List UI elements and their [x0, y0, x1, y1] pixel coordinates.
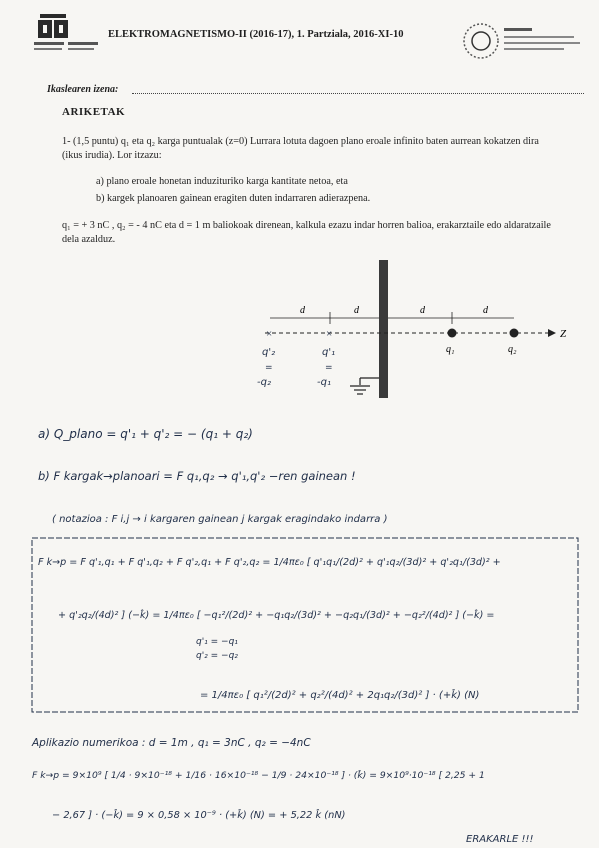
student-name-label: Ikaslearen izena: — [47, 84, 119, 95]
image-charge-1-label: q'₁ — [322, 347, 336, 358]
conducting-plane — [379, 260, 388, 398]
section-title: ARIKETAK — [62, 106, 126, 118]
answer-a: a) Q_plano = q'₁ + q'₂ = − (q₁ + q₂) — [38, 427, 253, 441]
image-charge-1-mark: × — [326, 328, 333, 340]
distance-label-2: d — [354, 305, 359, 316]
exam-header-title: ELEKTROMAGNETISMO-II (2016-17), 1. Partziala, 2016-XI-10 — [108, 29, 404, 40]
charge-q2 — [510, 329, 519, 338]
answer-b: b) F kargak→planoari = F q₁,q₂ → q'₁,q'₂ −ren gainean ! — [38, 469, 356, 483]
distance-label-3: d — [420, 305, 425, 316]
q2-label: q₂ — [508, 344, 517, 355]
numeric-line-2: − 2,67 ] · (−k̂) = 9 × 0,58 × 10⁻⁹ · (+k̂) (N) = + 5,22 k̂ (nN) — [52, 810, 346, 821]
numeric-application-heading: Aplikazio numerikoa : d = 1m , q₁ = 3nC , q₂ = −4nC — [32, 737, 311, 749]
formula-line-1: F k→p = F q'₁,q₁ + F q'₁,q₂ + F q'₂,q₁ + F q'₂,q₂ = 1/4πε₀ [ q'₁q₁/(2d)² + q'₁q₂/(3d)² + q'₂q₁/(3d)² + — [38, 557, 501, 568]
eq-mark-1: = — [325, 363, 333, 373]
formula-sub-1: q'₁ = −q₁ — [196, 637, 238, 647]
neg-q2-label: -q₂ — [257, 377, 271, 388]
image-charge-2-mark: × — [266, 328, 273, 340]
eq-mark-2: = — [265, 363, 273, 373]
attractive-conclusion: ERAKARLE !!! — [466, 834, 534, 845]
problem-item-b: b) kargek planoaren gainean eragiten duten indarraren adierazpena. — [96, 193, 371, 204]
image-charge-2-label: q'₂ — [262, 347, 276, 358]
formula-line-3: = 1/4πε₀ [ q₁²/(2d)² + q₂²/(4d)² + 2q₁q₂/(3d)² ] · (+k̂) (N) — [200, 690, 480, 701]
ground-icon — [350, 378, 379, 394]
neg-q1-label: -q₁ — [317, 377, 331, 388]
distance-label-4: d — [483, 305, 488, 316]
axis-label: Z — [560, 328, 567, 340]
charge-q1 — [448, 329, 457, 338]
notation-note: ( notazioa : F i,j → i kargaren gainean j kargak eragindako indarra ) — [52, 514, 388, 525]
problem-intro: 1- (1,5 puntu) q₁ eta q₂ karga puntualak (z=0) Lurrara lotuta dagoen plano eroale infinito baten aurrean kokatzen dira (ikus irudia). Lor itzazu: — [62, 136, 539, 161]
problem-data: q₁ = + 3 nC , q₂ = - 4 nC eta d = 1 m baliokoak direnean, kalkula ezazu indar horren balioa, erakarztaile edo aldaratzaile dela azalduz. — [62, 220, 551, 245]
formula-sub-2: q'₂ = −q₂ — [196, 651, 238, 661]
problem-item-a: a) plano eroale honetan induzituriko karga kantitate netoa, eta — [96, 176, 348, 187]
q1-label: q₁ — [446, 344, 455, 355]
numeric-line-1: F k→p = 9×10⁹ [ 1/4 · 9×10⁻¹⁸ + 1/16 · 16×10⁻¹⁸ − 1/9 · 24×10⁻¹⁸ ] · (k̂) = 9×10⁹·10⁻¹⁸ [ 2,25 + 1 — [32, 770, 485, 781]
axis-arrow-icon — [548, 329, 556, 337]
formula-line-2: + q'₂q₂/(4d)² ] (−k̂) = 1/4πε₀ [ −q₁²/(2d)² + −q₁q₂/(3d)² + −q₂q₁/(3d)² + −q₂²/(4d)² ] (−k̂) = — [58, 610, 495, 621]
distance-label-1: d — [300, 305, 305, 316]
